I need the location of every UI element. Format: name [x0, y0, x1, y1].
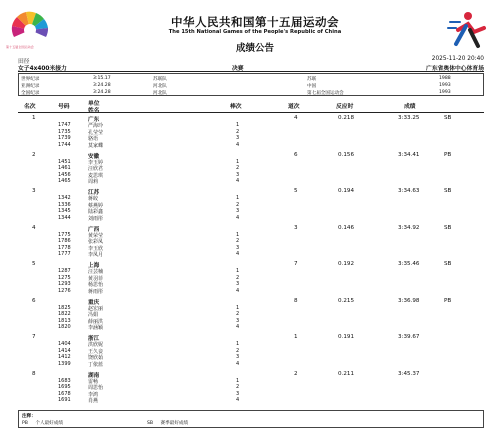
- athlete-bib: 1820: [58, 324, 71, 331]
- games-title-english: The 15th National Games of the People's Republic of China: [168, 29, 342, 35]
- team-result-row: [18, 188, 484, 224]
- athlete-bib: 1735: [58, 128, 71, 135]
- mark-cell: PB: [444, 297, 452, 304]
- leg-order: 4: [236, 251, 240, 258]
- athlete-name: 李玉欣: [88, 245, 104, 252]
- leg-order: 4: [236, 141, 240, 148]
- team-result-row: [18, 371, 484, 407]
- athlete-bib: 1345: [58, 208, 71, 215]
- athlete-name: 周莉: [88, 179, 99, 186]
- athlete-row: [18, 324, 484, 331]
- records-box: [18, 73, 484, 96]
- team-result-row: [18, 298, 484, 334]
- mark-cell: PB: [444, 151, 452, 158]
- leg-order: 2: [236, 238, 240, 245]
- team-result-row: [18, 334, 484, 370]
- team-name: 江苏: [88, 190, 100, 196]
- footnote-box: [18, 410, 484, 428]
- col-order: 棒次: [230, 104, 242, 110]
- mark-cell: SB: [444, 261, 452, 267]
- team-name: 浙江: [88, 336, 100, 342]
- athlete-name: 蒋皎: [88, 196, 99, 202]
- team-name: 广东: [88, 117, 100, 123]
- team-result-row: [18, 261, 484, 297]
- lane-cell: 6: [294, 151, 298, 158]
- logo-caption: 第十五届全国运动会: [6, 45, 34, 49]
- athlete-name: 李凤月: [88, 252, 104, 259]
- athlete-name: 张彩凤: [88, 239, 104, 246]
- leg-order: 1: [236, 231, 240, 238]
- athlete-name: 李涵颖: [88, 325, 104, 332]
- record-row: 世界纪录 3:15.17 苏联队 苏联 1988: [21, 76, 451, 82]
- leg-order: 2: [236, 128, 240, 135]
- athlete-name: 肖燕: [88, 398, 99, 405]
- athlete-row: [18, 178, 484, 185]
- result-cell: 3:34.92: [398, 224, 420, 231]
- lane-cell: 8: [294, 297, 298, 304]
- col-unit: 单位: [88, 101, 100, 107]
- leg-order: 2: [236, 311, 240, 318]
- athlete-name: 孔莹莹: [88, 129, 104, 136]
- athlete-bib: 1822: [58, 311, 71, 318]
- athlete-row: [18, 288, 484, 295]
- athlete-bib: 1683: [58, 377, 71, 384]
- rank-cell: 4: [32, 224, 36, 231]
- athlete-name: 王久妾: [88, 348, 104, 355]
- document-title: 成绩公告: [235, 43, 274, 54]
- athlete-row: [18, 397, 484, 404]
- leg-order: 3: [236, 135, 240, 142]
- sport-label: 田径: [18, 59, 30, 65]
- leg-order: 3: [236, 244, 240, 251]
- leg-order: 1: [236, 268, 240, 274]
- athlete-bib: 1695: [58, 384, 71, 391]
- leg-order: 3: [236, 390, 240, 397]
- athlete-name: 李玉婷: [88, 159, 104, 166]
- athlete-row: [18, 251, 484, 258]
- leg-order: 3: [236, 354, 240, 361]
- athlete-row: [18, 215, 484, 222]
- leg-order: 4: [236, 214, 240, 221]
- athlete-bib: 1293: [58, 281, 71, 288]
- athlete-name: 汪芸楠: [88, 269, 104, 275]
- relay-pictogram-icon: [444, 8, 490, 52]
- games-title: 中华人民共和国第十五届运动会: [171, 15, 339, 29]
- athlete-name: 赵宏丽: [88, 305, 104, 312]
- athlete-name: 骆语: [88, 136, 99, 143]
- athlete-name: 薛丽洪: [88, 318, 104, 325]
- leg-order: 4: [236, 397, 240, 404]
- athlete-name: 蔡燕婷: [88, 202, 104, 209]
- athlete-row: [18, 361, 484, 368]
- lane-cell: 1: [294, 334, 298, 340]
- athlete-bib: 1678: [58, 390, 71, 397]
- footnote-item: PB 个人最好成绩: [22, 421, 63, 426]
- athlete-bib: 1451: [58, 158, 71, 165]
- athlete-bib: 1336: [58, 201, 71, 208]
- athlete-name: 蒋雨彤: [88, 288, 104, 295]
- team-name: 上海: [88, 263, 100, 269]
- athlete-bib: 1399: [58, 360, 71, 367]
- phase-label: 决赛: [232, 66, 244, 72]
- event-name: 女子4x400米接力: [18, 66, 67, 72]
- athlete-bib: 1777: [58, 251, 71, 258]
- athlete-name: 黄荣莹: [88, 232, 104, 239]
- rank-cell: 8: [32, 370, 36, 377]
- reaction-cell: 0.191: [338, 334, 355, 340]
- athlete-name: 汪欣君: [88, 166, 104, 173]
- venue-label: 广东省奥体中心体育场: [426, 66, 484, 72]
- leg-order: 2: [236, 274, 240, 281]
- athlete-name: 饶欣茹: [88, 355, 104, 362]
- leg-order: 2: [236, 384, 240, 391]
- table-divider: [18, 112, 484, 113]
- footnote-title: 注释：: [22, 414, 36, 419]
- leg-order: 2: [236, 165, 240, 172]
- result-cell: 3:33.25: [398, 115, 420, 121]
- mark-cell: SB: [444, 188, 452, 194]
- team-result-row: [18, 225, 484, 261]
- result-cell: 3:39.67: [398, 334, 420, 340]
- athlete-bib: 1275: [58, 274, 71, 281]
- lane-cell: 7: [294, 261, 298, 267]
- mark-cell: SB: [444, 115, 452, 121]
- athlete-name: 洪欣妮: [88, 342, 104, 348]
- athlete-name: 杨思怡: [88, 282, 104, 289]
- col-bib: 号码: [58, 104, 70, 110]
- athlete-bib: 1287: [58, 268, 71, 274]
- athlete-bib: 1739: [58, 135, 71, 142]
- reaction-cell: 0.211: [338, 370, 355, 377]
- athlete-bib: 1775: [58, 231, 71, 238]
- athlete-bib: 1465: [58, 178, 71, 185]
- games-logo: [6, 6, 54, 50]
- header-divider: [18, 71, 484, 72]
- record-row: 全国纪录 3:24.28 河北队 第七届全国运动会 1993: [21, 90, 451, 96]
- athlete-name: 雷畅: [88, 378, 99, 385]
- result-cell: 3:35.46: [398, 261, 420, 267]
- rank-cell: 6: [32, 297, 36, 304]
- col-rank: 名次: [24, 104, 36, 110]
- leg-order: 2: [236, 347, 240, 354]
- athlete-bib: 1344: [58, 214, 71, 221]
- athlete-bib: 1786: [58, 238, 71, 245]
- col-reaction: 反应时: [336, 104, 354, 110]
- reaction-cell: 0.218: [338, 115, 355, 121]
- result-cell: 3:36.98: [398, 297, 420, 304]
- leg-order: 2: [236, 201, 240, 208]
- leg-order: 1: [236, 377, 240, 384]
- lane-cell: 2: [294, 370, 298, 377]
- rank-cell: 3: [32, 188, 36, 194]
- col-result: 成绩: [404, 104, 416, 110]
- leg-order: 1: [236, 122, 240, 128]
- team-result-row: [18, 115, 484, 151]
- team-name: 重庆: [88, 299, 100, 306]
- lane-cell: 5: [294, 188, 298, 194]
- athlete-bib: 1825: [58, 304, 71, 311]
- team-result-row: [18, 152, 484, 188]
- team-name: 广西: [88, 226, 100, 233]
- col-name: 姓名: [88, 108, 100, 114]
- col-lane: 道次: [288, 104, 300, 110]
- leg-order: 4: [236, 178, 240, 185]
- reaction-cell: 0.146: [338, 224, 355, 231]
- athlete-name: 严海玲: [88, 123, 104, 129]
- athlete-bib: 1342: [58, 195, 71, 201]
- athlete-name: 冯娟: [88, 312, 99, 319]
- athlete-name: 陆彩鑫: [88, 209, 104, 216]
- leg-order: 3: [236, 317, 240, 324]
- leg-order: 1: [236, 341, 240, 347]
- team-name: 湖南: [88, 372, 100, 379]
- leg-order: 1: [236, 158, 240, 165]
- athlete-name: 黄羽菲: [88, 275, 104, 282]
- result-cell: 3:45.37: [398, 370, 420, 377]
- athlete-bib: 1813: [58, 317, 71, 324]
- athlete-name: 莫家蝶: [88, 142, 104, 149]
- athlete-name: 麦思琪: [88, 172, 104, 179]
- mark-cell: SB: [444, 224, 452, 231]
- athlete-bib: 1744: [58, 141, 71, 148]
- athlete-bib: 1691: [58, 397, 71, 404]
- leg-order: 3: [236, 208, 240, 215]
- athlete-bib: 1276: [58, 287, 71, 294]
- athlete-bib: 1414: [58, 347, 71, 354]
- leg-order: 4: [236, 287, 240, 294]
- athlete-row: [18, 142, 484, 149]
- leg-order: 3: [236, 281, 240, 288]
- reaction-cell: 0.192: [338, 261, 355, 267]
- rank-cell: 1: [32, 115, 36, 121]
- lane-cell: 4: [294, 115, 298, 121]
- athlete-bib: 1747: [58, 122, 71, 128]
- athlete-name: 李鸿: [88, 391, 99, 398]
- rank-cell: 2: [32, 151, 36, 158]
- result-cell: 3:34.41: [398, 151, 420, 158]
- footnote-item: SB 赛季最好成绩: [147, 421, 189, 426]
- leg-order: 3: [236, 171, 240, 178]
- athlete-bib: 1404: [58, 341, 71, 347]
- reaction-cell: 0.215: [338, 297, 355, 304]
- lane-cell: 3: [294, 224, 298, 231]
- rank-cell: 5: [32, 261, 36, 267]
- reaction-cell: 0.194: [338, 188, 355, 194]
- athlete-bib: 1461: [58, 165, 71, 172]
- rank-cell: 7: [32, 334, 36, 340]
- leg-order: 4: [236, 324, 240, 331]
- reaction-cell: 0.156: [338, 151, 355, 158]
- record-row: 亚洲纪录 3:24.28 河北队 中国 1993: [21, 83, 451, 89]
- athlete-bib: 1778: [58, 244, 71, 251]
- leg-order: 4: [236, 360, 240, 367]
- leg-order: 1: [236, 195, 240, 201]
- athlete-bib: 1456: [58, 171, 71, 178]
- athlete-name: 周思怡: [88, 385, 104, 392]
- result-cell: 3:34.63: [398, 188, 420, 194]
- team-name: 安徽: [88, 153, 100, 160]
- athlete-bib: 1412: [58, 354, 71, 361]
- athlete-name: 丁依蓝: [88, 361, 104, 368]
- datetime-label: 2025-11-20 20:40: [431, 56, 484, 62]
- athlete-name: 刘雨彤: [88, 215, 104, 222]
- leg-order: 1: [236, 304, 240, 311]
